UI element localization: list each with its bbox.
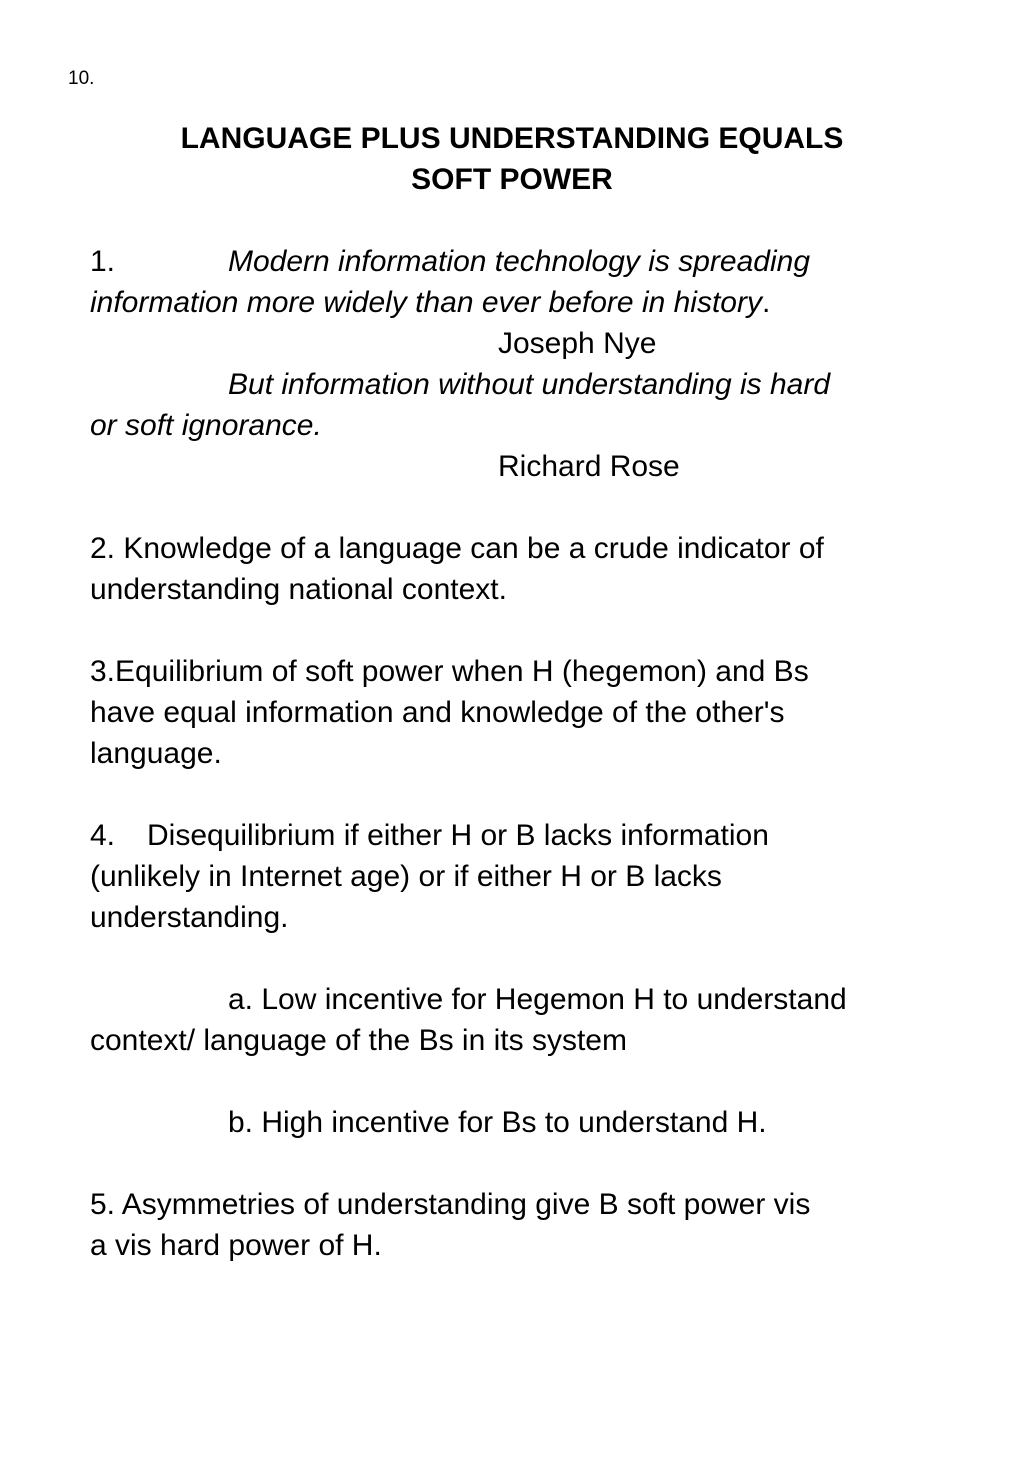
attribution-1-line	[90, 323, 950, 364]
point-1	[90, 241, 950, 487]
point-2-line-1: 2. Knowledge of a language can be a crude indicator of	[90, 532, 824, 565]
point-5-line-2: a vis hard power of H.	[90, 1229, 382, 1262]
point-5-line-1: 5. Asymmetries of understanding give B soft power vis	[90, 1188, 811, 1221]
point-1-number: 1.	[90, 245, 116, 278]
page-number: 10.	[68, 68, 95, 89]
quote-2-text-1: But information without understanding is hard	[228, 368, 831, 401]
title-line-1: LANGUAGE PLUS UNDERSTANDING EQUALS	[180, 122, 844, 155]
quote-1-line-1	[90, 241, 950, 282]
sub-point-b-line	[90, 1102, 950, 1143]
quote-1-text-2: information more widely than ever before in history	[90, 286, 762, 319]
sub-point-a-line-2: context/ language of the Bs in its system	[90, 1024, 627, 1057]
point-4-line-3: understanding.	[90, 901, 289, 934]
attribution-2-line	[90, 446, 950, 487]
point-5	[90, 1184, 950, 1266]
quote-1-line-2	[90, 282, 950, 323]
point-3-line-3: language.	[90, 737, 222, 770]
sub-point-a-text-1: a. Low incentive for Hegemon H to understand	[228, 983, 847, 1016]
point-3-line-1: 3.Equilibrium of soft power when H (hegemon) and Bs	[90, 655, 809, 688]
point-4-line-2: (unlikely in Internet age) or if either H or B lacks	[90, 860, 722, 893]
attribution-2: Richard Rose	[498, 450, 680, 483]
sub-point-a-line-1	[90, 979, 950, 1020]
document-body	[90, 241, 950, 1266]
point-4-text-1: Disequilibrium if either H or B lacks information	[147, 819, 769, 852]
page-title	[0, 118, 1024, 200]
quote-2-line-1	[90, 364, 950, 405]
point-4-line-1	[90, 815, 950, 856]
point-2	[90, 528, 950, 610]
point-4-number: 4.	[90, 819, 116, 852]
quote-1-period: .	[761, 286, 771, 319]
point-3	[90, 651, 950, 774]
point-4	[90, 815, 950, 1143]
attribution-1: Joseph Nye	[498, 327, 657, 360]
quote-1-text-1: Modern information technology is spreading	[228, 245, 810, 278]
sub-point-b-text: b. High incentive for Bs to understand H.	[228, 1106, 767, 1139]
quote-2-text-2: or soft ignorance.	[90, 409, 322, 442]
title-line-2: SOFT POWER	[411, 163, 613, 196]
quote-2-line-2	[90, 405, 950, 446]
point-2-line-2: understanding national context.	[90, 573, 507, 606]
point-3-line-2: have equal information and knowledge of the other's	[90, 696, 785, 729]
